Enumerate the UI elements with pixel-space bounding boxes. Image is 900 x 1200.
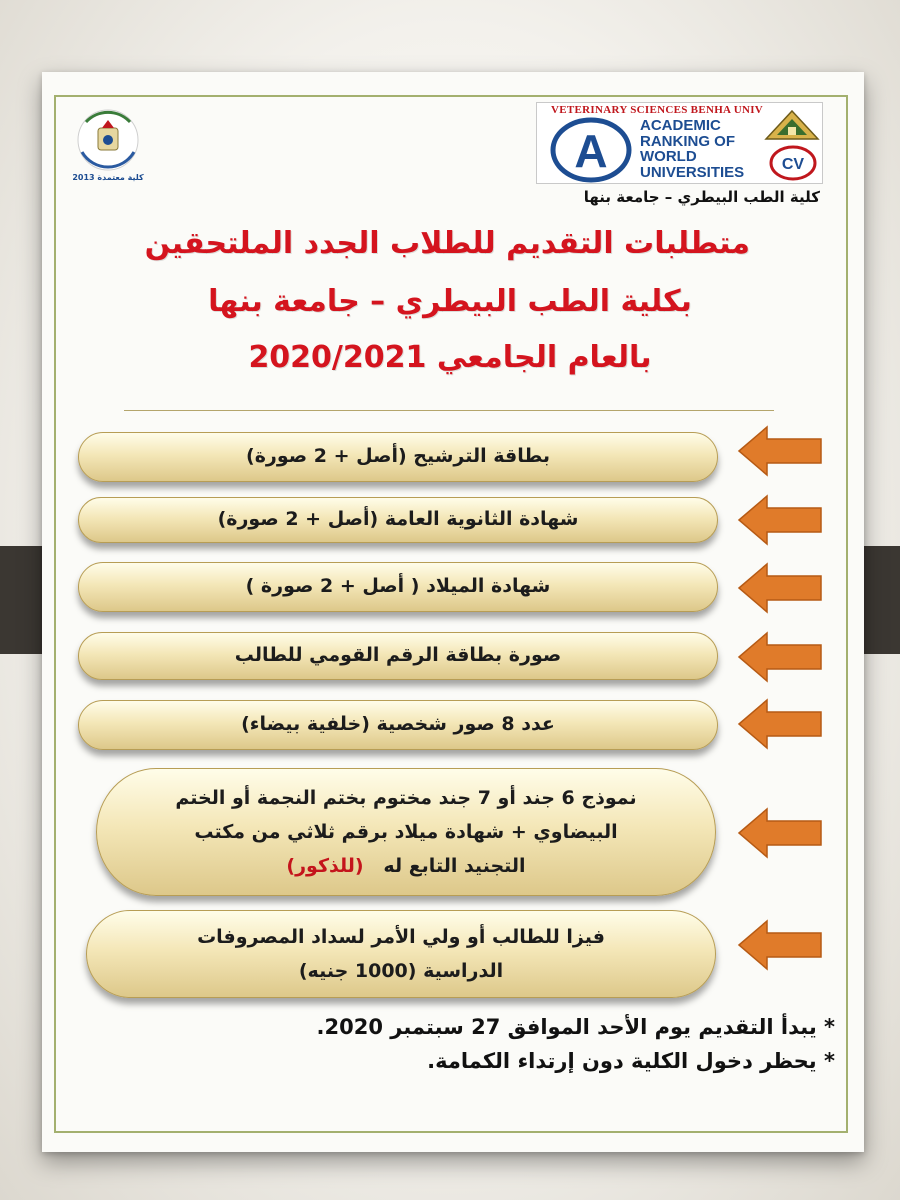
left-arrow-icon (737, 424, 823, 478)
note-mask-required: * يحظر دخول الكلية دون إرتداء الكمامة. (427, 1049, 835, 1073)
cv-logo-icon (769, 145, 817, 181)
page-title-line3: بالعام الجامعي 2020/2021 (248, 340, 652, 375)
requirement-item: شهادة الثانوية العامة (أصل + 2 صورة) (78, 497, 718, 543)
faculty-caption: كلية الطب البيطري – جامعة بنها (583, 188, 820, 206)
left-arrow-icon (737, 561, 823, 615)
svg-text:CV: CV (781, 156, 805, 173)
left-arrow-icon (737, 697, 823, 751)
left-arrow-icon (737, 806, 823, 860)
requirement-item: شهادة الميلاد ( أصل + 2 صورة ) (78, 562, 718, 612)
requirement-item: عدد 8 صور شخصية (خلفية بيضاء) (78, 700, 718, 750)
arwu-title: ACADEMIC RANKING OF WORLD UNIVERSITIES (640, 117, 745, 181)
males-only-highlight: (للذكور) (286, 855, 364, 877)
arwu-logo-box (536, 102, 823, 184)
svg-text:كلية معتمدة 2013: كلية معتمدة 2013 (72, 173, 144, 182)
page-title-line2: بكلية الطب البيطري – جامعة بنها (208, 284, 692, 319)
requirement-item: نموذج 6 جند أو 7 جند مختوم بختم النجمة أو الختم البيضاوي + شهادة ميلاد برقم ثلاثي من مكتب التجنيد التابع له (للذكور) (96, 768, 716, 896)
requirement-item: صورة بطاقة الرقم القومي للطالب (78, 632, 718, 680)
arwu-logo-icon (543, 115, 639, 183)
arwu-top-text: VETERINARY SCIENCES BENHA UNIV (551, 104, 764, 116)
left-arrow-icon (737, 493, 823, 547)
qaa-logo-icon (68, 102, 156, 190)
divider (124, 410, 774, 411)
requirement-item: بطاقة الترشيح (أصل + 2 صورة) (78, 432, 718, 482)
notes (210, 1010, 835, 1078)
left-arrow-icon (737, 630, 823, 684)
benha-university-logo-icon (763, 109, 821, 143)
requirement-item: فيزا للطالب أو ولي الأمر لسداد المصروفات الدراسية (1000 جنيه) (86, 910, 716, 998)
svg-text:A: A (574, 125, 608, 177)
note-start-date: * يبدأ التقديم يوم الأحد الموافق 27 سبتمبر 2020. (316, 1015, 835, 1039)
left-arrow-icon (737, 918, 823, 972)
page-title-line1: متطلبات التقديم للطلاب الجدد الملتحقين (144, 226, 750, 261)
